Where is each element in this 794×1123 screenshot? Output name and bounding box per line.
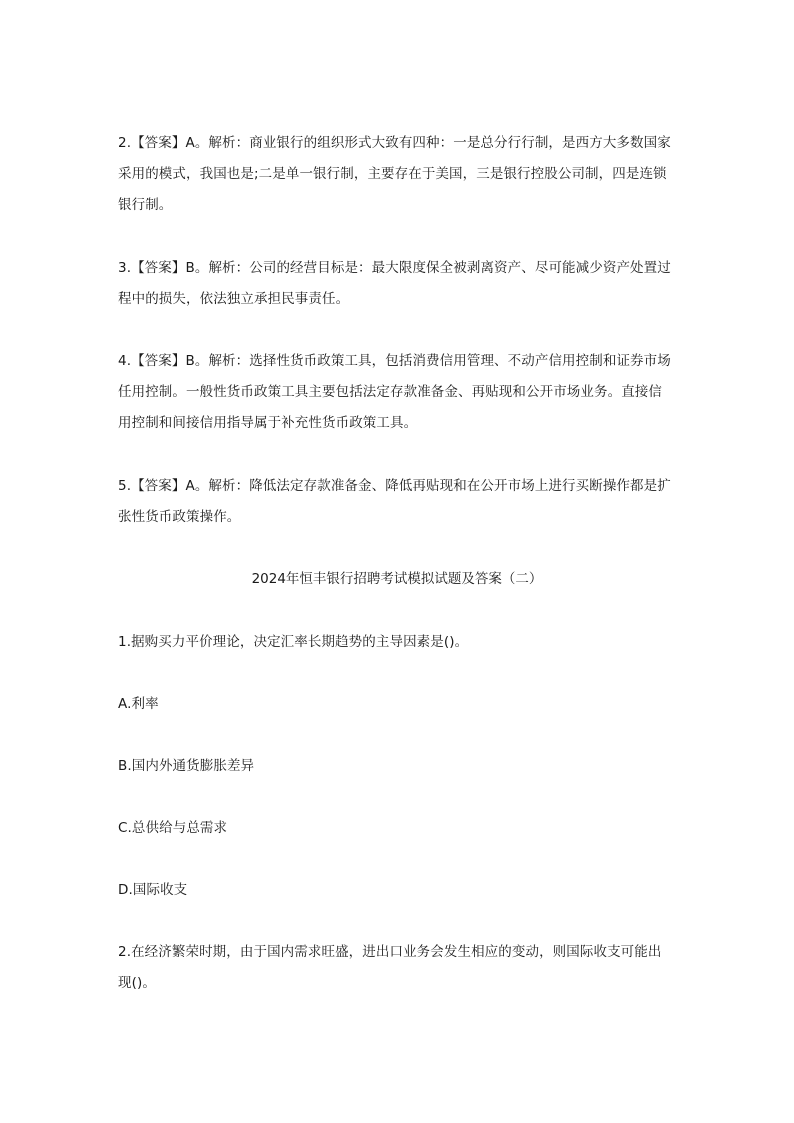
question-1-option-b: B.国内外通货膨胀差异: [118, 758, 255, 774]
answer-2-paragraph: 2.【答案】A。解析：商业银行的组织形式大致有四种：一是总分行行制，是西方大多数国家采用的模式，我国也是;二是单一银行制，主要存在于美国，三是银行控股公司制，四是连锁银行制。: [118, 135, 671, 213]
question-1-option-d: D.国际收支: [118, 882, 188, 898]
question-1-stem: 1.据购买力平价理论，决定汇率长期趋势的主导因素是()。: [118, 634, 469, 650]
section-title: 2024年恒丰银行招聘考试模拟试题及答案（二）: [251, 571, 543, 587]
answer-3-paragraph: 3.【答案】B。解析：公司的经营目标是：最大限度保全被剥离资产、尽可能减少资产处置过程中的损失，依法独立承担民事责任。: [118, 260, 671, 307]
answer-4-paragraph: 4.【答案】B。解析：选择性货币政策工具，包括消费信用管理、不动产信用控制和证券市场任用控制。一般性货币政策工具主要包括法定存款准备金、再贴现和公开市场业务。直接信用控制和间接信用指导属于补充性货币政策工具。: [118, 353, 671, 431]
question-2-stem: 2.在经济繁荣时期，由于国内需求旺盛，进出口业务会发生相应的变动，则国际收支可能出现()。: [118, 944, 662, 991]
question-1-option-a: A.利率: [118, 696, 159, 712]
question-1-option-c: C.总供给与总需求: [118, 820, 228, 836]
answer-5-paragraph: 5.【答案】A。解析：降低法定存款准备金、降低再贴现和在公开市场上进行买断操作都是扩张性货币政策操作。: [118, 478, 671, 525]
